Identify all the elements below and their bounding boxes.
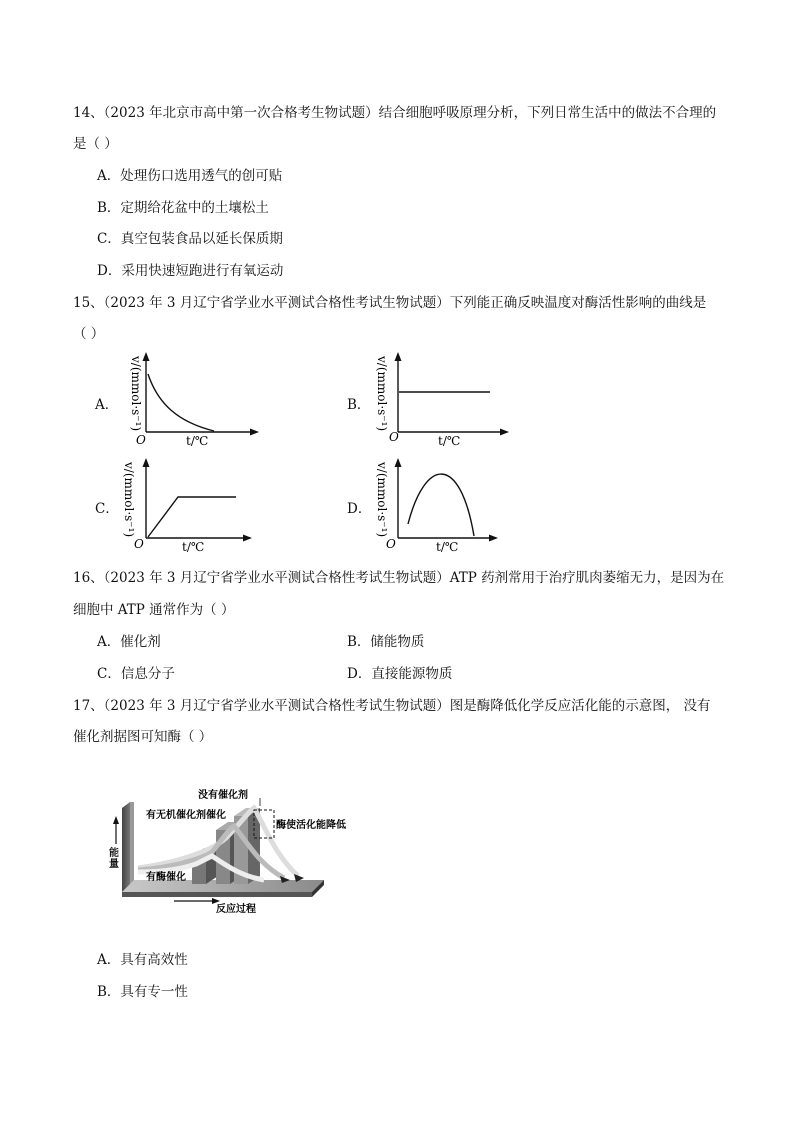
graph-c-label: C． <box>95 501 119 517</box>
q14-stem-line2: 是（ ） <box>73 136 118 152</box>
q17-option-b: B．具有专一性 <box>97 984 188 1000</box>
q16-option-a: A．催化剂 <box>97 634 161 650</box>
q17-stem-line1: 17、（2023 年 3 月辽宁省学业水平测试合格性考试生物试题）图是酶降低化学反应活化能的示意图， 没有 <box>73 698 711 714</box>
graph-d-x-label: t/℃ <box>436 540 459 553</box>
graph-a-y-label: v/(mmol·s⁻¹) <box>129 356 143 432</box>
q17-stem-line2: 催化剂据图可知酶（ ） <box>73 729 213 745</box>
figure-label-enzyme: 有酶催化 <box>146 872 186 883</box>
graph-c <box>118 458 258 553</box>
graph-a <box>118 352 263 447</box>
q16-stem-line2: 细胞中 ATP 通常作为（ ） <box>73 602 235 618</box>
q16-option-d: D．直接能源物质 <box>347 666 453 682</box>
q16-option-c: C．信息分子 <box>97 666 175 682</box>
graph-a-label: A． <box>95 397 119 413</box>
graph-d-origin: O <box>386 537 396 551</box>
figure-label-process: 反应过程 <box>216 904 256 914</box>
graph-b-label: B． <box>347 397 371 413</box>
graph-b-y-label: v/(mmol·s⁻¹) <box>375 356 389 432</box>
q15-stem-line1: 15、（2023 年 3 月辽宁省学业水平测试合格性考试生物试题）下列能正确反映温度对酶活性影响的曲线是 <box>73 295 707 311</box>
graph-c-origin: O <box>134 537 144 551</box>
graph-a-x-label: t/℃ <box>186 434 209 447</box>
q17-option-a: A．具有高效性 <box>97 952 188 968</box>
figure-label-energy: 能量 <box>109 848 119 870</box>
figure-label-no-catalyst: 没有催化剂 <box>198 790 248 801</box>
q14-option-c: C．真空包装食品以延长保质期 <box>97 231 283 247</box>
graph-c-y-label: v/(mmol·s⁻¹) <box>122 462 136 538</box>
q16-option-b: B．储能物质 <box>347 634 425 650</box>
q14-option-b: B．定期给花盆中的土壤松土 <box>97 200 269 216</box>
q16-stem-line1: 16、（2023 年 3 月辽宁省学业水平测试合格性考试生物试题）ATP 药剂常用于治疗肌肉萎缩无力，是因为在 <box>73 570 725 586</box>
graph-a-origin: O <box>136 433 146 447</box>
graph-b <box>370 352 515 447</box>
graph-b-origin: O <box>389 430 399 444</box>
figure-label-enzyme-lowers: 酶使活化能降低 <box>276 820 346 831</box>
figure-label-inorganic: 有无机催化剂催化 <box>146 810 226 821</box>
graph-b-x-label: t/℃ <box>438 434 461 447</box>
q14-option-d: D．采用快速短跑进行有氧运动 <box>97 263 284 279</box>
graph-d-y-label: v/(mmol·s⁻¹) <box>375 462 389 538</box>
q14-stem-line1: 14、（2023 年北京市高中第一次合格考生物试题）结合细胞呼吸原理分析，下列日常生活中的做法不合理的 <box>73 105 717 121</box>
graph-d-label: D． <box>347 501 372 517</box>
graph-d <box>370 458 505 553</box>
graph-c-x-label: t/℃ <box>182 540 205 553</box>
activation-energy-figure <box>108 784 370 914</box>
q15-stem-line2: （ ） <box>73 326 105 342</box>
q14-option-a: A．处理伤口选用透气的创可贴 <box>97 168 283 184</box>
